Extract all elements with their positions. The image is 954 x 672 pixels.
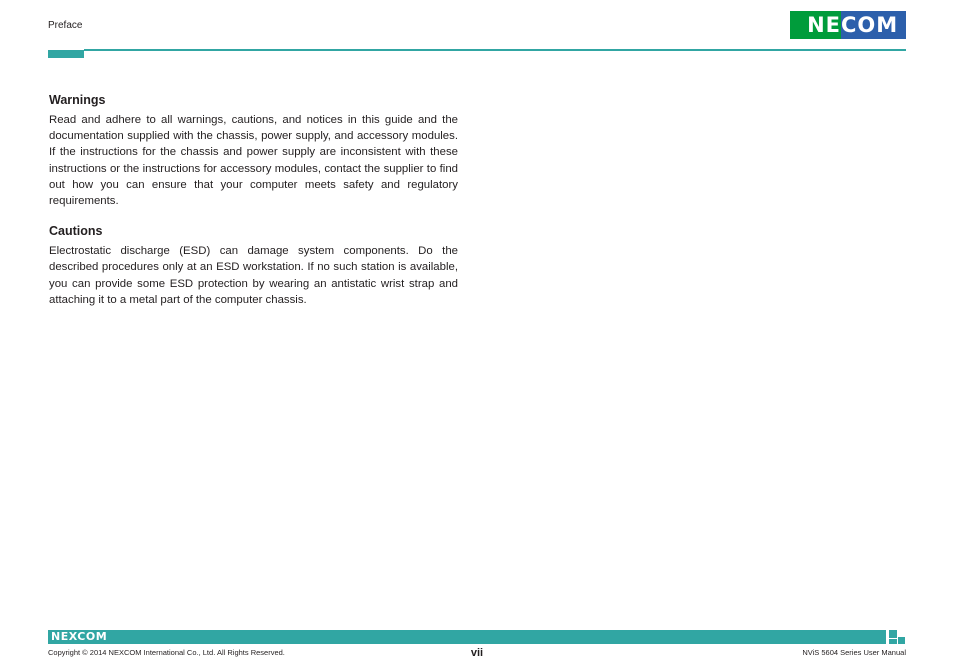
footer-square-decoration [889, 639, 897, 644]
header-accent-block [48, 50, 84, 58]
logo-left-part: NE [790, 11, 841, 39]
main-content [49, 93, 458, 323]
footer-logo: NEXCOM [51, 630, 108, 643]
footer-square-decoration [898, 637, 905, 644]
footer-bar [48, 630, 886, 644]
footer-copyright: Copyright © 2014 NEXCOM International Co., Ltd. All Rights Reserved. [48, 648, 285, 657]
logo-right-part: COM [841, 11, 906, 39]
footer-manual-title: NViS 5604 Series User Manual [802, 648, 906, 657]
cautions-paragraph: Electrostatic discharge (ESD) can damage system components. Do the described procedures only at an ESD workstation. If no such station is available, you can provide some ESD protection by wearing an antistatic wrist strap and attaching it to a metal part of the computer chassis. [49, 245, 458, 306]
cautions-heading: Cautions [49, 224, 103, 239]
page-number: vii [470, 647, 484, 659]
nexcom-logo [790, 11, 906, 39]
warnings-paragraph: Read and adhere to all warnings, cautions, and notices in this guide and the documentation supplied with the chassis, power supply, and accessory modules. If the instructions for the chassis and power supply are inconsistent with these instructions or the instructions for accessory modules, contact the supplier to find out how you can ensure that your computer meets safety and regulatory requirements. [49, 114, 458, 208]
warnings-heading: Warnings [49, 93, 106, 107]
footer-square-decoration [889, 630, 897, 638]
header-section-label: Preface [48, 20, 83, 31]
header-divider [84, 49, 906, 51]
